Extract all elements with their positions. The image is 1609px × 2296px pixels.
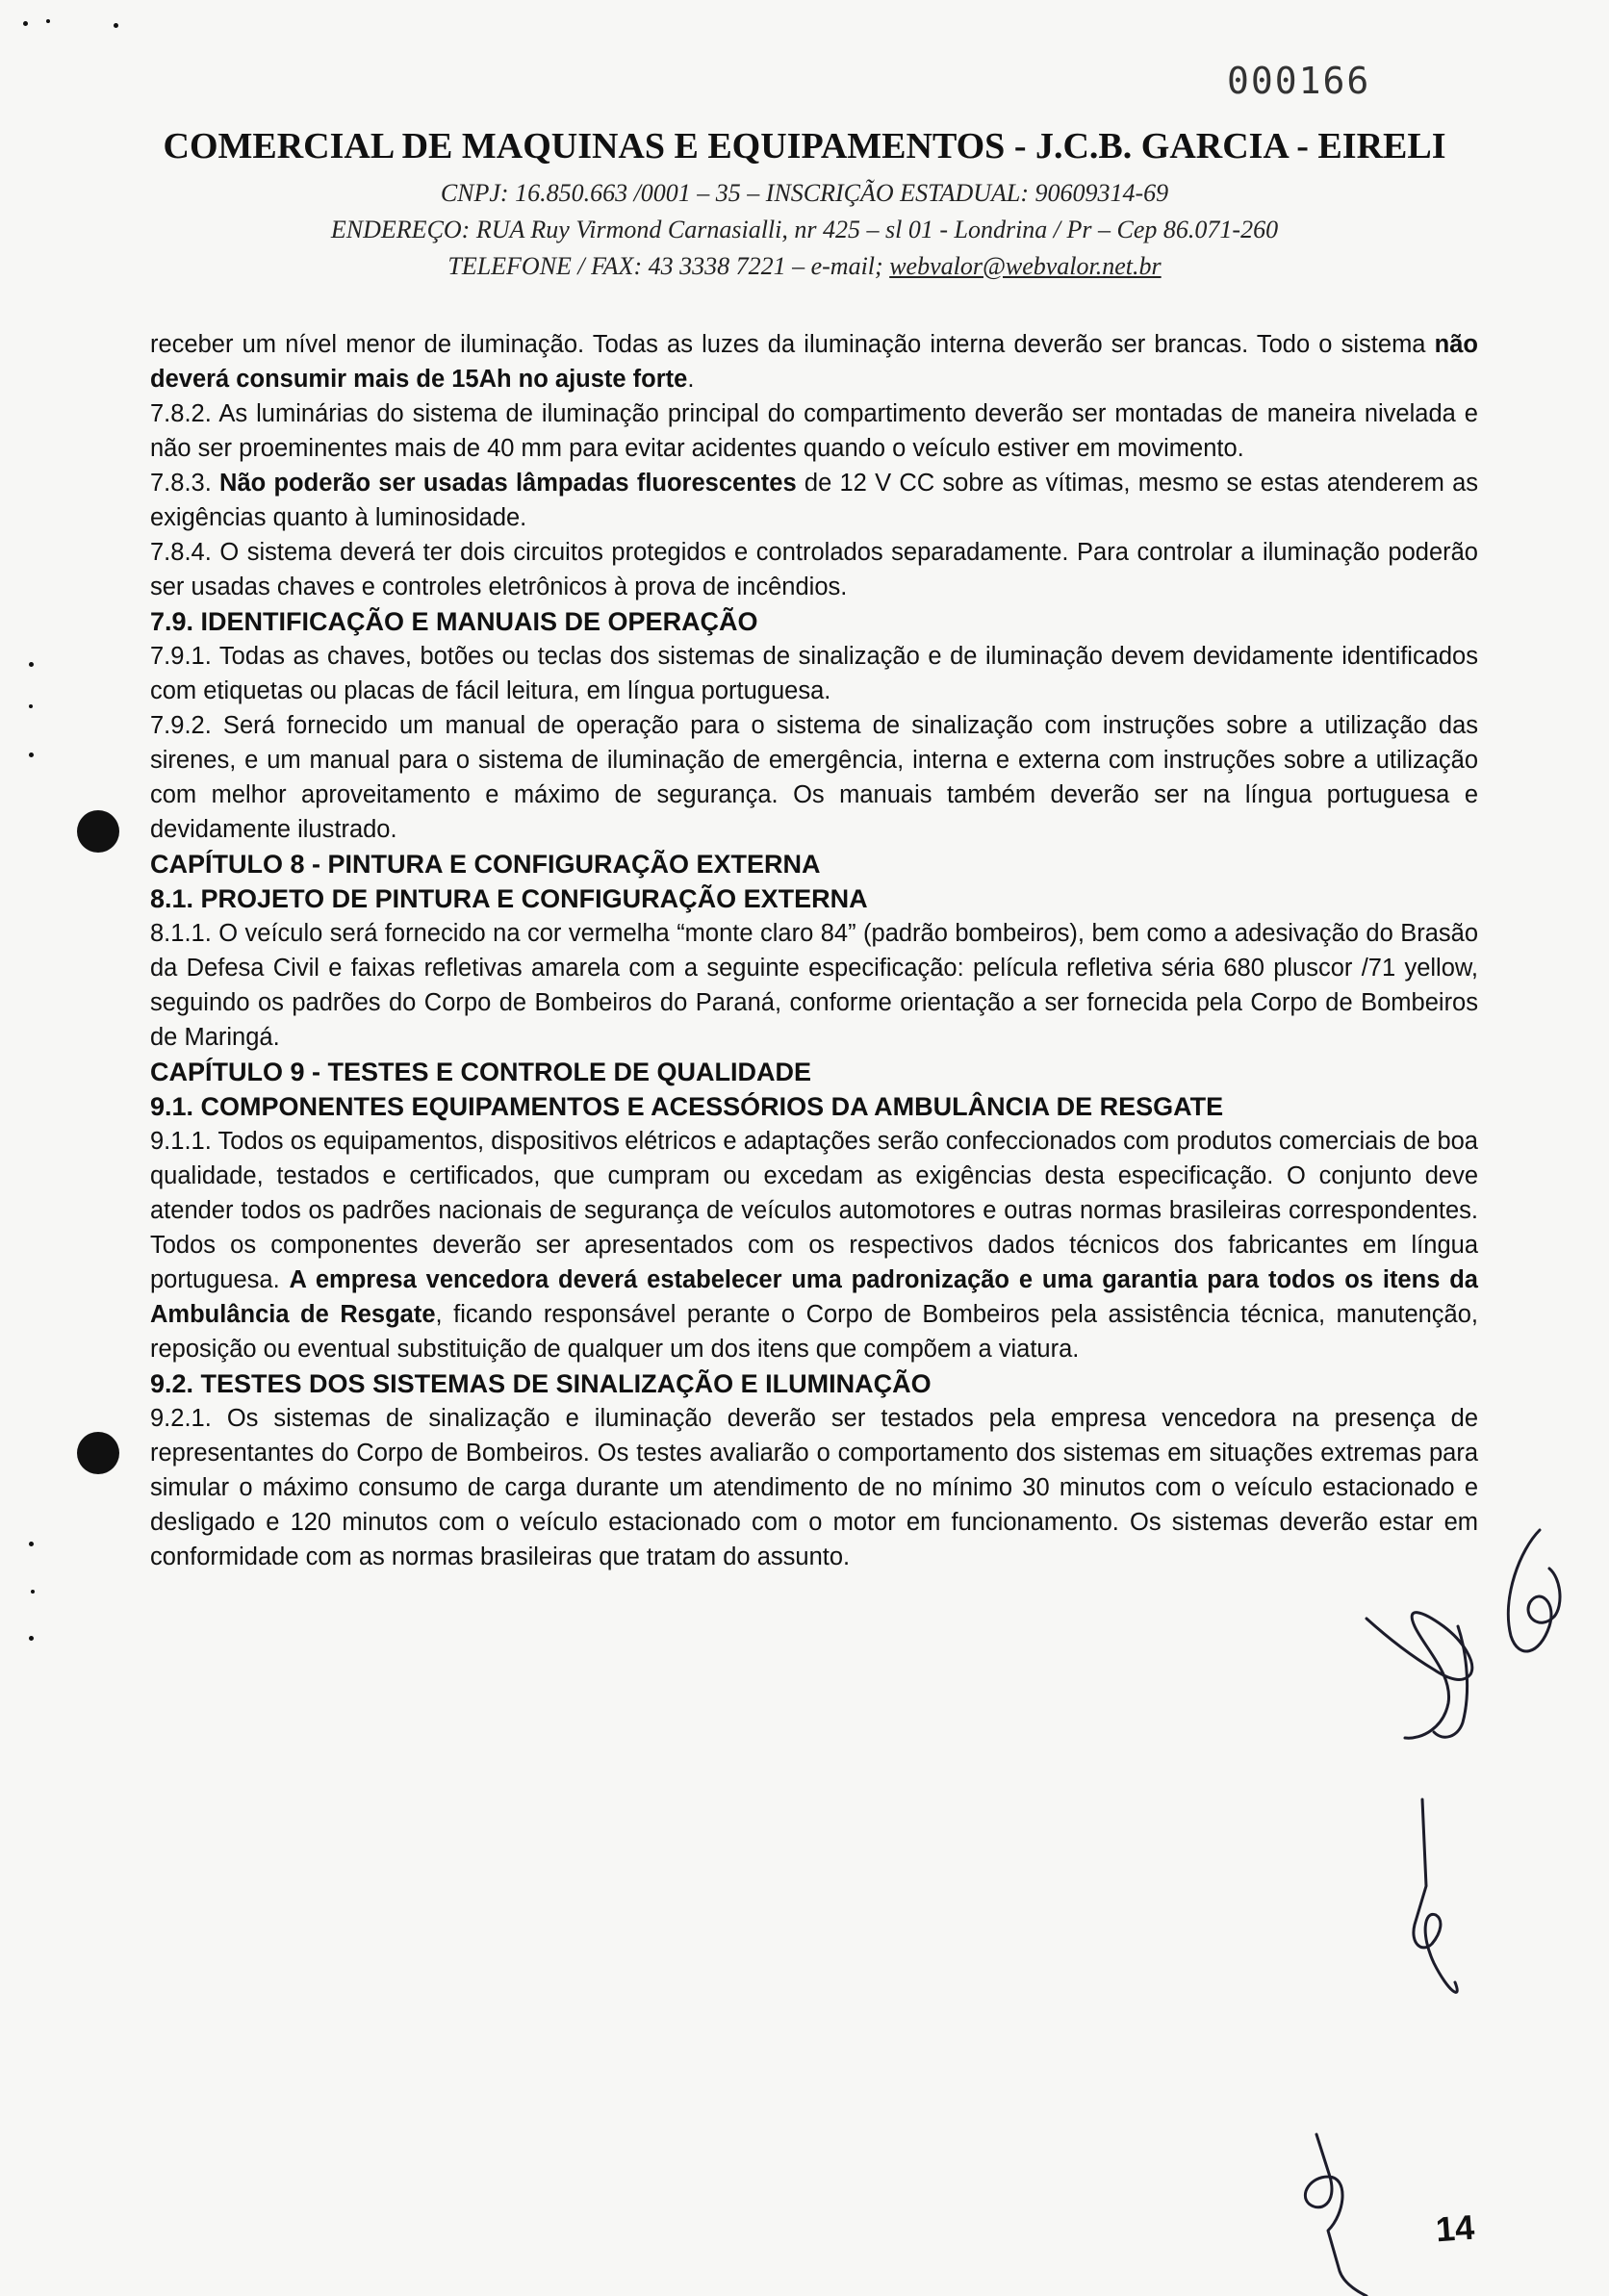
paragraph-7-9-2: 7.9.2. Será fornecido um manual de operação para o sistema de sinalização com instruções sobre a utilização das sirenes, e um manual para o sistema de iluminação de emergência, interna e externa com instruções sobre a utilização com melhor aproveitamento e máximo de segurança. Os manuais também deverão ser na língua portuguesa e devidamente ilustrado. (150, 712, 1478, 843)
paragraph-9-2-1: 9.2.1. Os sistemas de sinalização e iluminação deverão ser testados pela empresa vencedora na presença de representantes do Corpo de Bombeiros. Os testes avaliarão o comportamento dos sistemas em situações extremas para simular o máximo consumo de carga durante um atendimento de no mínimo 30 minutos com o veículo estacionado e desligado e 120 minutos com o veículo estacionado com o motor em funcionamento. Os sistemas deverão estar em conformidade com as normas brasileiras que tratam do assunto. (150, 1405, 1478, 1570)
paragraph-bold-text: Não poderão ser usadas lâmpadas fluorescentes (219, 470, 797, 497)
paragraph-text: . (687, 366, 695, 393)
paragraph-text: receber um nível menor de iluminação. Todas as luzes da iluminação interna deverão ser brancas. Todo o sistema (150, 331, 1435, 358)
company-name: COMERCIAL DE MAQUINAS E EQUIPAMENTOS - J.C.B. GARCIA - EIRELI (163, 126, 1446, 166)
paragraph-bold-text: não deverá consumir mais de 15Ah no ajuste forte (150, 331, 1478, 393)
paragraph-text: , ficando responsável perante o Corpo de Bombeiros pela assistência técnica, manutenção, reposição ou eventual substituição de qualquer um dos itens que compõem a viatura. (150, 1301, 1479, 1363)
heading-chapter-9: CAPÍTULO 9 - TESTES E CONTROLE DE QUALIDADE (150, 1058, 812, 1086)
paragraph-text: 7.8.3. (150, 470, 220, 497)
paragraph-8-1-1: 8.1.1. O veículo será fornecido na cor vermelha “monte claro 84” (padrão bombeiros), bem como a adesivação do Brasão da Defesa Civil e faixas refletivas amarela com a seguinte especificação: película refletiva séria 680 pluscor /71 yellow, seguindo os padrões do Corpo de Bombeiros do Paraná, conforme orientação a ser fornecida pela Corpo de Bombeiros de Maringá. (150, 920, 1478, 1051)
heading-8-1: 8.1. PROJETO DE PINTURA E CONFIGURAÇÃO EXTERNA (150, 884, 868, 913)
heading-chapter-8: CAPÍTULO 8 - PINTURA E CONFIGURAÇÃO EXTERNA (150, 850, 821, 879)
paragraph-7-9-1: 7.9.1. Todas as chaves, botões ou teclas dos sistemas de sinalização e de iluminação devem devidamente identificados com etiquetas ou placas de fácil leitura, em língua portuguesa. (150, 643, 1478, 704)
paragraph-bold-text: A empresa vencedora deverá estabelecer uma padronização e uma garantia para todos os itens da Ambulância de Resgate (150, 1266, 1478, 1328)
initials-vertical-icon (1414, 1799, 1457, 1992)
header-cnpj-line: CNPJ: 16.850.663 /0001 – 35 – INSCRIÇÃO ESTADUAL: 90609314-69 (440, 179, 1169, 207)
header-address-line: ENDEREÇO: RUA Ruy Virmond Carnasialli, nr 425 – sl 01 - Londrina / Pr – Cep 86.071-260 (330, 216, 1279, 243)
initials-bottom-icon (1305, 2134, 1366, 2296)
paragraph-7-8-2: 7.8.2. As luminárias do sistema de iluminação principal do compartimento deverão ser montadas de maneira nivelada e não ser proeminentes mais de 40 mm para evitar acidentes quando o veículo estiver em movimento. (150, 400, 1478, 462)
paragraph-text: 9.1.1. Todos os equipamentos, dispositivos elétricos e adaptações serão confeccionados com produtos comerciais de boa qualidade, testados e certificados, que cumpram ou excedam as exigências desta especificação. O conjunto deve atender todos os padrões nacionais de segurança de veículos automotores e outras normas brasileiras correspondentes. Todos os componentes deverão ser apresentados com os respectivos dados técnicos dos fabricantes em língua portuguesa. (150, 1128, 1478, 1293)
heading-9-1: 9.1. COMPONENTES EQUIPAMENTOS E ACESSÓRIOS DA AMBULÂNCIA DE RESGATE (150, 1092, 1224, 1121)
page-stamp-number: 000166 (1227, 60, 1371, 102)
initials-circle-icon (1508, 1530, 1560, 1651)
heading-7-9: 7.9. IDENTIFICAÇÃO E MANUAIS DE OPERAÇÃO (150, 607, 758, 636)
signature-scribble-2-icon (1434, 1626, 1468, 1737)
page-number: 14 (1434, 2207, 1476, 2250)
signature-scribble-1-icon (1366, 1613, 1472, 1739)
header-email-link[interactable]: webvalor@webvalor.net.br (889, 252, 1162, 280)
heading-9-2: 9.2. TESTES DOS SISTEMAS DE SINALIZAÇÃO E ILUMINAÇÃO (150, 1369, 932, 1398)
header-phone-text: TELEFONE / FAX: 43 3338 7221 – e-mail; (447, 252, 890, 280)
paragraph-7-8-4: 7.8.4. O sistema deverá ter dois circuitos protegidos e controlados separadamente. Para controlar a iluminação poderão ser usadas chaves e controles eletrônicos à prova de incêndios. (150, 539, 1478, 600)
paragraph-text: de 12 V CC sobre as vítimas, mesmo se estas atenderem as exigências quanto à luminosidade. (150, 470, 1479, 531)
